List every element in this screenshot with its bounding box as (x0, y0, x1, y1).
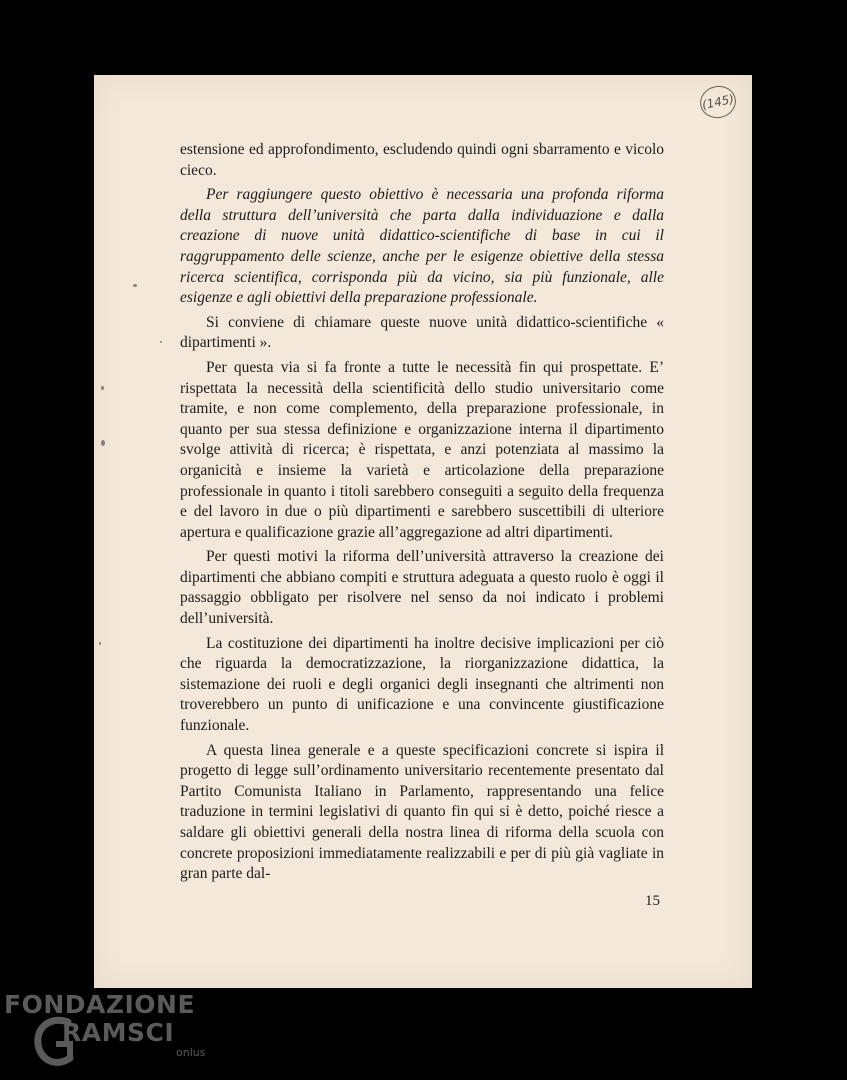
paragraph: A questa linea generale e a queste specificazioni concrete si ispira il progetto di legge sull’ordinamento universitario recentemente presentato dal Partito Comunista Italiano in Parlamento, rappresentando una felice traduzione in termini legislativi di quanto fin qui si è detto, poiché riesce a saldare gli obiettivi generali della nostra linea di riforma della scuola con concrete proposizioni immediatamente realizzabili e per di più già vagliate in gran parte dal- (180, 741, 664, 883)
logo-onlus: onlus (176, 1046, 206, 1059)
paragraph: Per questi motivi la riforma dell’università attraverso la creazione dei dipartimenti che abbiano compiti e struttura adeguata a questo ruolo è oggi il passaggio obbligato per risolvere nel senso da noi indicato i problemi dell’università. (180, 548, 664, 628)
margin-speck (101, 440, 105, 446)
page-number: 15 (645, 893, 660, 909)
logo-word-fondazione: FONDAZIONE (4, 990, 196, 1019)
margin-speck (133, 284, 137, 287)
fondazione-gramsci-logo (4, 988, 224, 1076)
paragraph: Per raggiungere questo obiettivo è necessaria una profonda riforma della struttura dell’università che parta dalla individuazione e dalla creazione di nuove unità didattico-scientifiche di base in cui il raggruppamento delle scienze, anche per le esigenze obiettive della stessa ricerca scientifica, corrisponda più da vicino, sia più funzionale, alle esigenze e agli obiettivi della preparazione professionale. (180, 186, 664, 307)
body-text (180, 140, 664, 885)
margin-speck (99, 642, 101, 645)
paragraph: Per questa via si fa fronte a tutte le necessità fin qui prospettate. E’ rispettata la necessità della scientificità dello studio universitario come tramite, e non come complemento, della preparazione professionale, in quanto per sua stessa definizione e organizzazione interna il dipartimento svolge attività di ricerca; è rispettata, e anzi potenziata al massimo la organicità e insieme la varietà e articolazione della preparazione professionale in quanto i titoli sarebbero conseguiti a seguito della frequenza e del lavoro in due o più dipartimenti e sarebbero suscettibili di ulteriore apertura e qualificazione grazie all’aggregazione ad altri dipartimenti. (180, 358, 664, 541)
paragraph: estensione ed approfondimento, escludendo quindi ogni sbarramento e vicolo cieco. (180, 141, 664, 179)
logo-word-gramsci: RAMSCI (62, 1018, 175, 1047)
paragraph: Si conviene di chiamare queste nuove unità didattico-scientifiche « dipartimenti ». (180, 313, 664, 352)
archive-stamp: (145) (697, 83, 739, 122)
margin-speck (101, 386, 104, 390)
paragraph: La costituzione dei dipartimenti ha inoltre decisive implicazioni per ciò che riguarda la democratizzazione, la riorganizzazione didattica, la sistemazione dei ruoli e degli organici degli insegnanti che altrimenti non troverebbero un punto di unificazione e una convincente giustificazione funzionale. (180, 634, 664, 735)
margin-speck (160, 341, 162, 343)
